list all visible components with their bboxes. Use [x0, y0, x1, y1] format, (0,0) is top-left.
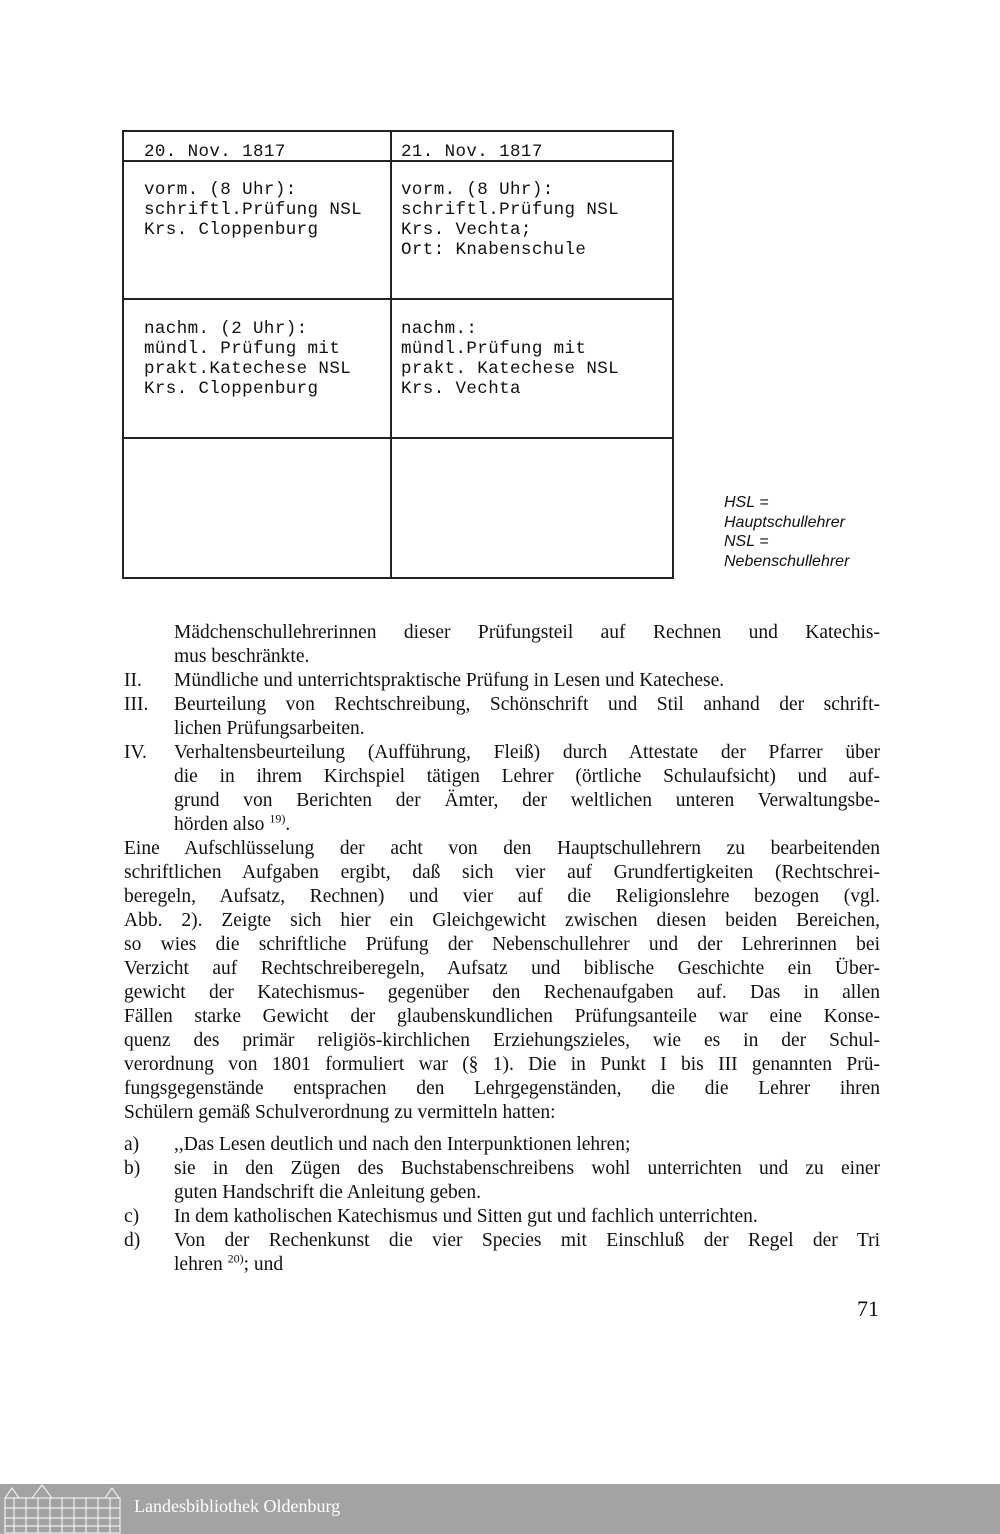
paragraph-line: gewicht der Katechismus- gegenüber den Rechenaufgaben auf. Das in allen: [124, 982, 880, 1003]
paragraph-line: Schülern gemäß Schulverordnung zu vermitteln hatten:: [124, 1102, 556, 1123]
note-line: NSL =: [724, 533, 769, 550]
list-label: c): [124, 1206, 140, 1227]
list-label: IV.: [124, 742, 147, 763]
paragraph-line: quenz des primär religiös-kirchlichen Erziehungszieles, wie es in der Schul-: [124, 1030, 880, 1051]
paragraph-line: so wies die schriftliche Prüfung der Nebenschullehrer und der Lehrerinnen bei: [124, 934, 880, 955]
text-line: mus beschränkte.: [174, 646, 310, 667]
abbreviation-note: [724, 493, 849, 571]
text-line: die in ihrem Kirchspiel tätigen Lehrer (örtliche Schulaufsicht) und auf-: [174, 766, 880, 787]
page-number: 71: [857, 1296, 879, 1321]
paragraph-line: beregeln, Aufsatz, Rechnen) und vier auf die Religionslehre bezogen (vgl.: [124, 886, 880, 907]
text-line: guten Handschrift die Anleitung geben.: [174, 1182, 482, 1203]
paragraph-line: fungsgegenstände entsprachen den Lehrgegenständen, die die Lehrer ihren: [124, 1078, 880, 1099]
paragraph-line: Abb. 2). Zeigte sich hier ein Gleichgewicht zwischen diesen beiden Bereichen,: [124, 910, 880, 931]
library-name: Landesbibliothek Oldenburg: [134, 1496, 341, 1516]
list-label: III.: [124, 694, 149, 715]
paragraph-line: verordnung von 1801 formuliert war (§ 1). Die in Punkt I bis III genannten Prü-: [124, 1054, 880, 1075]
text-line: In dem katholischen Katechismus und Sitten gut und fachlich unterrichten.: [174, 1206, 758, 1227]
library-footer: [0, 1484, 1000, 1534]
footnote-ref: 20): [227, 1251, 244, 1266]
paragraph-line: Verzicht auf Rechtschreiberegeln, Aufsatz und biblische Geschichte ein Über-: [124, 958, 880, 979]
text-line: hörden also $^{19)}$.: [174, 811, 291, 835]
table-header-1: 20. Nov. 1817: [144, 142, 286, 162]
paragraph-line: schriftlichen Aufgaben ergibt, daß sich vier auf Grundfertigkeiten (Rechtschrei-: [124, 862, 880, 883]
list-label: a): [124, 1134, 140, 1155]
table-cell: vorm. (8 Uhr): schriftl.Prüfung NSL Krs. Cloppenburg: [144, 180, 363, 240]
text-line: ,,Das Lesen deutlich und nach den Interpunktionen lehren;: [174, 1134, 631, 1155]
note-line: Nebenschullehrer: [724, 552, 850, 570]
note-line: HSL =: [724, 494, 769, 511]
footnote-ref: 19): [269, 811, 286, 826]
text-line: Beurteilung von Rechtschreibung, Schönschrift und Stil anhand der schrift-: [174, 694, 880, 715]
column-divider: [390, 132, 392, 577]
text-line: Verhaltensbeurteilung (Aufführung, Fleiß) durch Attestate der Pfarrer über: [174, 742, 880, 763]
table-header-2: 21. Nov. 1817: [401, 142, 543, 162]
table-cell: nachm. (2 Uhr): mündl. Prüfung mit prakt.Katechese NSL Krs. Cloppenburg: [144, 319, 352, 399]
paragraph-line: Eine Aufschlüsselung der acht von den Hauptschullehrern zu bearbeitenden: [124, 838, 880, 859]
text-line: grund von Berichten der Ämter, der weltlichen unteren Verwaltungsbe-: [174, 790, 880, 811]
text-line: Mündliche und unterrichtspraktische Prüfung in Lesen und Katechese.: [174, 670, 725, 691]
table-cell: vorm. (8 Uhr): schriftl.Prüfung NSL Krs. Vechta; Ort: Knabenschule: [401, 180, 620, 260]
list-label: d): [124, 1230, 141, 1251]
library-building-logo: [2, 1484, 126, 1534]
schedule-table: [122, 130, 674, 579]
row-divider: [124, 298, 672, 300]
list-label: II.: [124, 670, 142, 691]
text-line: lichen Prüfungsarbeiten.: [174, 718, 365, 739]
list-label: b): [124, 1158, 141, 1179]
table-cell: nachm.: mündl.Prüfung mit prakt. Katechese NSL Krs. Vechta: [401, 319, 620, 399]
note-line: Hauptschullehrer: [724, 513, 845, 531]
row-divider: [124, 437, 672, 439]
text-line: sie in den Zügen des Buchstabenschreibens wohl unterrichten und zu einer: [174, 1158, 880, 1179]
text-line: Mädchenschullehrerinnen dieser Prüfungsteil auf Rechnen und Katechis-: [174, 622, 880, 643]
text-line: Von der Rechenkunst die vier Species mit Einschluß der Regel der Tri: [174, 1230, 880, 1251]
paragraph-line: Fällen starke Gewicht der glaubenskundlichen Prüfungsanteile war eine Konse-: [124, 1006, 880, 1027]
text-line: lehren $^{20)}$; und: [174, 1251, 284, 1275]
